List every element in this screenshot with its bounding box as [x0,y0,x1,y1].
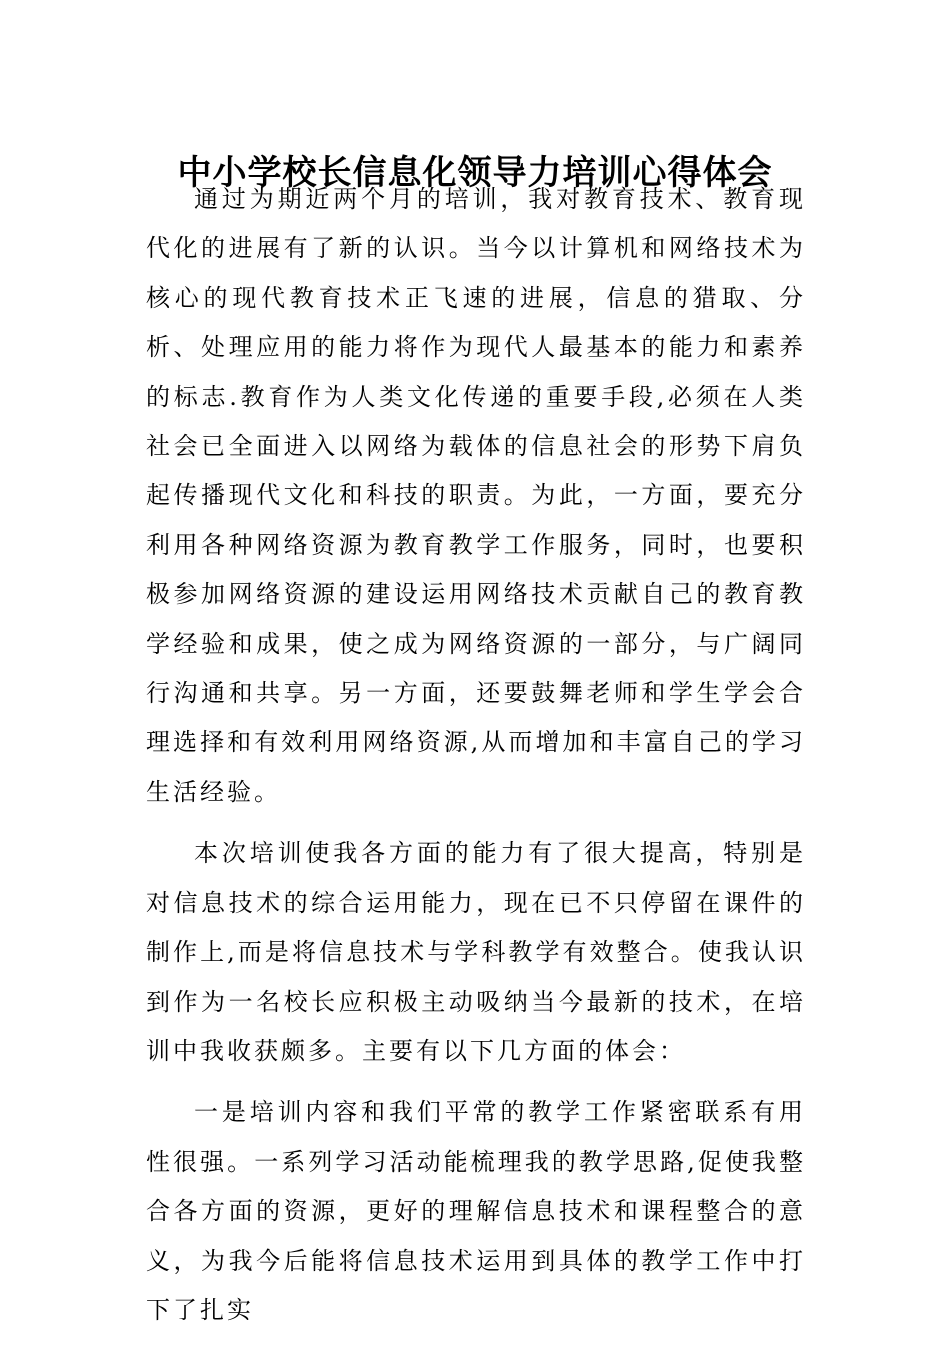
document-body [146,175,806,1347]
paragraph-2: 本次培训使我各方面的能力有了很大提高，特别是对信息技术的综合运用能力，现在已不只停留在课件的制作上,而是将信息技术与学科教学有效整合。使我认识到作为一名校长应积极主动吸纳当今最新的技术，在培训中我收获颇多。主要有以下几方面的体会： [146,839,806,1065]
paragraph-1: 通过为期近两个月的培训，我对教育技术、教育现代化的进展有了新的认识。当今以计算机和网络技术为核心的现代教育技术正飞速的进展，信息的猎取、分析、处理应用的能力将作为现代人最基本的能力和素养的标志.教育作为人类文化传递的重要手段,必须在人类社会已全面进入以网络为载体的信息社会的形势下肩负起传播现代文化和科技的职责。为此，一方面，要充分利用各种网络资源为教育教学工作服务，同时，也要积极参加网络资源的建设运用网络技术贡献自己的教育教学经验和成果，使之成为网络资源的一部分，与广阔同行沟通和共享。另一方面，还要鼓舞老师和学生学会合理选择和有效利用网络资源,从而增加和丰富自己的学习生活经验。 [146,185,806,806]
document-title: 中小学校长信息化领导力培训心得体会 [177,152,773,193]
paragraph-3: 一是培训内容和我们平常的教学工作紧密联系有用性很强。一系列学习活动能梳理我的教学思路,促使我整合各方面的资源，更好的理解信息技术和课程整合的意义，为我今后能将信息技术运用到具体的教学工作中打下了扎实 [146,1098,806,1324]
